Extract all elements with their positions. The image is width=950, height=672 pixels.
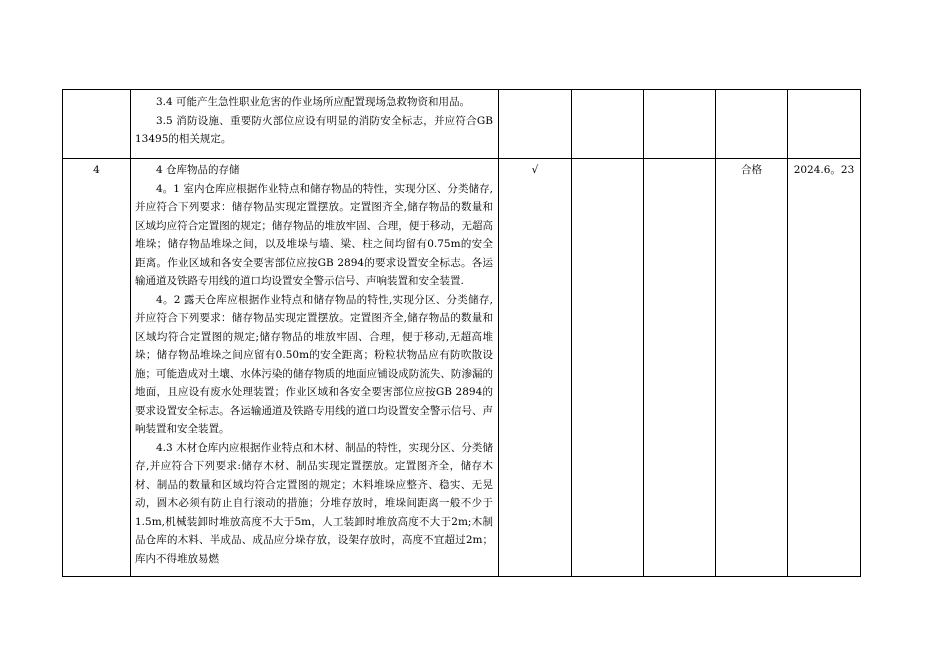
table-row <box>63 90 861 159</box>
result-cell: 合格 <box>716 159 788 577</box>
check-cell <box>499 90 572 159</box>
date-cell <box>788 90 861 159</box>
inspection-table <box>62 89 861 577</box>
row-number-cell <box>63 90 131 159</box>
content-clip <box>135 161 493 576</box>
clause-paragraph: 3.4 可能产生急性职业危害的作业场所应配置现场急救物资和用品。 <box>156 96 471 108</box>
content-cell <box>131 159 499 577</box>
clause-paragraph: 4.3 木材仓库内应根据作业特点和木材、制品的特性，实现分区、分类储存,并应符合下列要求:储存木材、制品实现定置摆放。定置图齐全，储存木材、制品的数量和区域均符合定置图的规定；木料堆垛应整齐、稳实、无晃动，圆木必须有防止自行滚动的措施；分堆存放时，堆垛间距离一般不少于1.5m,机械装卸时堆放高度不大于5m，人工装卸时堆放高度不大于2m;木制品仓库的木料、半成品、成品应分垛存放，设架存放时，高度不宜超过2m；库内不得堆放易燃 <box>135 441 493 565</box>
content-cell <box>131 90 499 159</box>
date-cell: 2024.6。23 <box>788 159 861 577</box>
clause-paragraph: 4。2 露天仓库应根据作业特点和储存物品的特性,实现分区、分类储存,并应符合下列要求：储存物品实现定置摆放。定置图齐全,储存物品的数量和区域均符合定置图的规定;储存物品的堆放牢固、合理，便于移动,无超高堆垛；储存物品堆垛之间应留有0.50m的安全距离；粉粒状物品应有防吹散设施；可能造成对土壤、水体污染的储存物质的地面应铺设成防流失、防渗漏的地面，且应设有废水处理装置；作业区域和各安全要害部位应按GB 2894的要求设置安全标志。各运输通道及铁路专用线的道口均设置安全警示信号、声响装置和安全装置。 <box>135 293 493 435</box>
check-cell: √ <box>499 159 572 577</box>
clause-paragraph: 3.5 消防设施、重要防火部位应设有明显的消防安全标志，并应符合GB 13495的相关规定。 <box>135 114 493 145</box>
blank-cell <box>572 90 644 159</box>
result-cell <box>716 90 788 159</box>
blank-cell <box>572 159 644 577</box>
section-heading: 4 仓库物品的存储 <box>156 164 240 176</box>
row-number-cell: 4 <box>63 159 131 577</box>
table-row <box>63 159 861 577</box>
blank-cell <box>644 90 716 159</box>
blank-cell <box>644 159 716 577</box>
clause-paragraph: 4。1 室内仓库应根据作业特点和储存物品的特性，实现分区、分类储存,并应符合下列要求：储存物品实现定置摆放。定置图齐全,储存物品的数量和区域均应符合定置图的规定；储存物品的堆放牢固、合理，便于移动，无超高堆垛；储存物品堆垛之间，以及堆垛与墙、梁、柱之间均留有0.75m的安全距离。作业区域和各安全要害部位应按GB 2894的要求设置安全标志。各运输通道及铁路专用线的道口均设置安全警示信号、声响装置和安全装置. <box>135 182 493 287</box>
